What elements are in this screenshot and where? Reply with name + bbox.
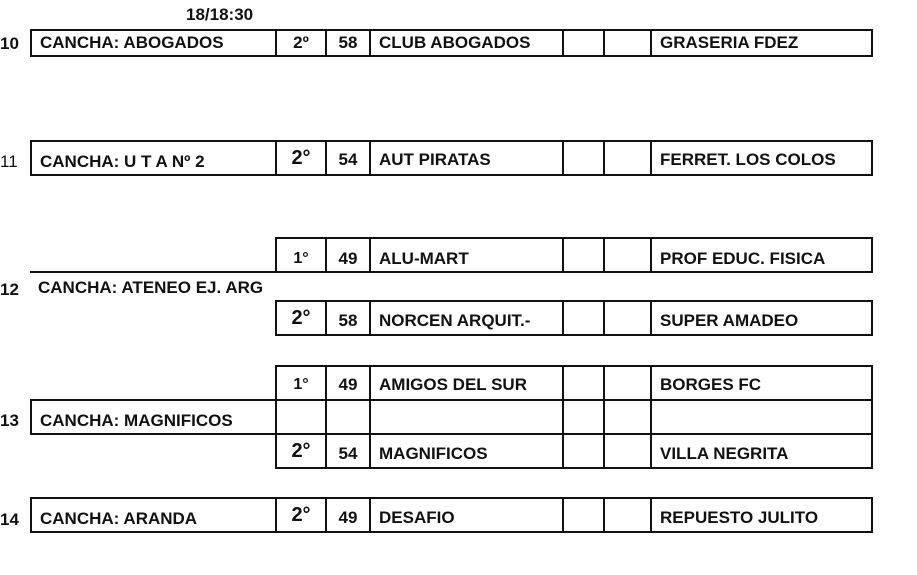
table-border-right <box>871 365 873 469</box>
division-cell: 2° <box>291 146 311 169</box>
table-divider <box>30 433 873 435</box>
table-border-right <box>871 237 873 273</box>
category-cell: 49 <box>338 375 358 394</box>
cancha-label: CANCHA: ABOGADOS <box>40 33 224 52</box>
col-divider <box>562 497 564 533</box>
away-team: BORGES FC <box>660 375 762 394</box>
col-divider <box>562 237 564 273</box>
match-number: 12 <box>0 280 19 299</box>
table-border-right <box>871 140 873 176</box>
cancha-label: CANCHA: U T A Nº 2 <box>40 152 205 171</box>
home-team: AMIGOS DEL SUR <box>379 375 527 394</box>
division-cell: 2° <box>291 503 311 526</box>
table-border-top <box>30 140 873 142</box>
col-divider <box>603 300 605 336</box>
away-team: VILLA NEGRITA <box>660 444 789 463</box>
home-team: NORCEN ARQUIT.- <box>379 311 531 330</box>
col-divider <box>603 140 605 176</box>
table-border-top <box>275 237 873 239</box>
home-team: CLUB ABOGADOS <box>379 33 531 52</box>
away-team: REPUESTO JULITO <box>660 508 819 527</box>
table-border-right <box>871 29 873 57</box>
table-border-bottom <box>30 531 873 533</box>
col-divider <box>562 365 564 469</box>
away-team: GRASERIA FDEZ <box>660 33 799 52</box>
table-border-bottom <box>30 174 873 176</box>
col-divider <box>603 29 605 57</box>
category-cell: 49 <box>338 249 358 268</box>
division-cell: 2º <box>293 33 309 52</box>
table-border-bottom <box>275 467 873 469</box>
col-divider <box>562 300 564 336</box>
away-team: SUPER AMADEO <box>660 311 799 330</box>
away-team: PROF EDUC. FISICA <box>660 249 826 268</box>
division-cell: 2° <box>291 306 311 329</box>
category-cell: 58 <box>338 311 358 330</box>
cancha-label: CANCHA: ATENEO EJ. ARG <box>38 278 264 297</box>
match-number: 14 <box>0 510 19 529</box>
table-border-top <box>275 365 873 367</box>
division-cell: 1° <box>293 376 309 393</box>
category-cell: 54 <box>338 444 358 463</box>
cancha-label: CANCHA: ARANDA <box>40 508 198 528</box>
home-team: AUT PIRATAS <box>379 150 491 169</box>
match-number: 11 <box>0 152 18 171</box>
away-team: FERRET. LOS COLOS <box>660 150 836 169</box>
division-cell: 1° <box>293 250 309 267</box>
col-divider <box>603 365 605 469</box>
match-number: 13 <box>0 411 19 430</box>
home-team: MAGNIFICOS <box>379 444 488 463</box>
table-border-right <box>871 497 873 533</box>
match-number: 10 <box>0 34 19 53</box>
col-divider <box>562 140 564 176</box>
division-cell: 2° <box>291 439 311 462</box>
col-divider <box>603 497 605 533</box>
category-cell: 58 <box>338 33 358 52</box>
category-cell: 54 <box>338 150 358 169</box>
schedule-datetime: 18/18:30 <box>186 5 254 24</box>
col-divider <box>562 29 564 57</box>
table-border-bottom <box>275 334 873 336</box>
col-divider <box>603 237 605 273</box>
table-border-right <box>871 300 873 336</box>
table-border-top <box>275 300 873 302</box>
table-border-bottom <box>30 55 873 57</box>
home-team: ALU-MART <box>379 249 469 268</box>
cancha-label: CANCHA: MAGNIFICOS <box>40 410 233 430</box>
home-team: DESAFIO <box>379 508 455 527</box>
table-divider <box>30 399 873 401</box>
category-cell: 49 <box>338 508 358 527</box>
table-border-top <box>30 497 873 499</box>
